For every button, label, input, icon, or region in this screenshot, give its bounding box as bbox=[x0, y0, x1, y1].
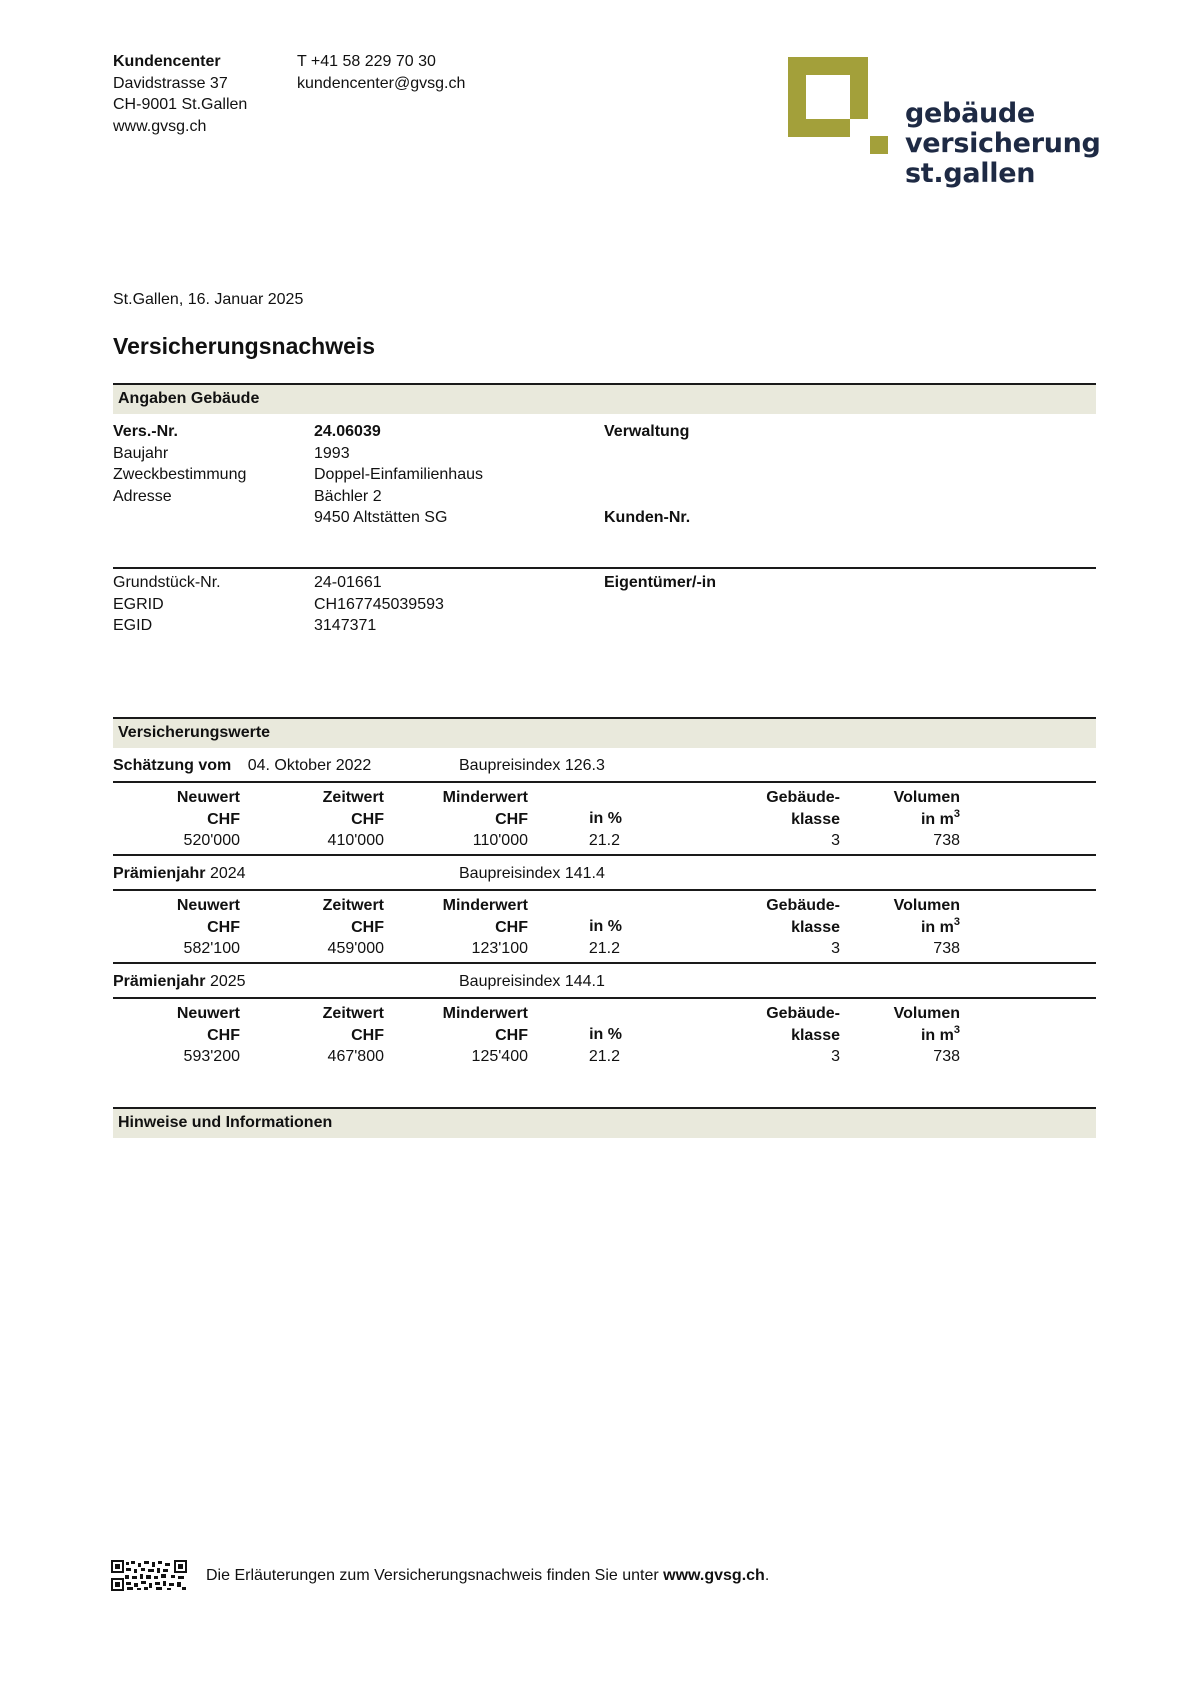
baupreisindex: Baupreisindex 126.3 bbox=[459, 757, 605, 774]
block-label bbox=[113, 755, 371, 777]
divider bbox=[113, 854, 1096, 856]
phone[interactable]: T +41 58 229 70 30 bbox=[297, 53, 436, 70]
eigentuemer-label: Eigentümer/-in bbox=[604, 574, 717, 591]
col-klasse: Gebäude- klasse bbox=[766, 1005, 840, 1044]
logo-line-2: versicherung bbox=[905, 128, 1101, 159]
divider bbox=[113, 889, 1096, 891]
email[interactable]: kundencenter@gvsg.ch bbox=[297, 74, 466, 92]
minderwert-value: 123'100 bbox=[471, 940, 528, 957]
block-label bbox=[113, 863, 246, 885]
col-klasse: Gebäude- klasse bbox=[766, 789, 840, 828]
klasse-value: 3 bbox=[831, 832, 840, 849]
zweck-label: Zweckbestimmung bbox=[113, 466, 247, 483]
baupreisindex: Baupreisindex 144.1 bbox=[459, 973, 605, 990]
col-volumen: Volumen in $m^3$ bbox=[893, 789, 960, 828]
pct-value: 21.2 bbox=[588, 832, 620, 849]
section-building bbox=[113, 383, 1096, 414]
klasse-value: 3 bbox=[831, 1048, 840, 1065]
center-title: Kundencenter bbox=[113, 53, 221, 70]
block-label-main: Schätzung vom bbox=[113, 757, 232, 774]
verwaltung-label: Verwaltung bbox=[604, 423, 690, 440]
baujahr: 1993 bbox=[314, 444, 350, 462]
minderwert-value: 110'000 bbox=[472, 832, 528, 849]
logo-text bbox=[905, 99, 1101, 189]
col-minderwert: Minderwert CHF bbox=[442, 789, 528, 828]
block-label-suffix: 2024 bbox=[209, 865, 246, 882]
block-label-suffix: 2025 bbox=[209, 973, 246, 990]
col-minderwert: Minderwert CHF bbox=[442, 897, 528, 936]
block-label-suffix: 04. Oktober 2022 bbox=[247, 757, 372, 774]
block-label-main: Prämienjahr bbox=[113, 865, 206, 882]
volumen-value: 738 bbox=[933, 1048, 960, 1065]
section-values bbox=[113, 717, 1096, 748]
egid-label: EGID bbox=[113, 617, 153, 634]
divider bbox=[113, 962, 1096, 964]
volumen-value: 738 bbox=[933, 940, 960, 957]
building-values bbox=[314, 421, 483, 529]
col-neuwert: Neuwert CHF bbox=[176, 897, 240, 936]
block-label-main: Prämienjahr bbox=[113, 973, 206, 990]
col-zeitwert: Zeitwert CHF bbox=[322, 897, 384, 936]
neuwert-value: 582'100 bbox=[183, 940, 240, 957]
logo-line-3: st.gallen bbox=[905, 158, 1036, 189]
page-title: Versicherungsnachweis bbox=[113, 333, 376, 359]
contact-block bbox=[297, 51, 465, 94]
col-neuwert: Neuwert CHF bbox=[176, 789, 240, 828]
divider bbox=[113, 997, 1096, 999]
pct-value: 21.2 bbox=[588, 1048, 620, 1065]
zweck: Doppel-Einfamilienhaus bbox=[314, 466, 483, 483]
center-street: Davidstrasse 37 bbox=[113, 74, 228, 92]
date-line: St.Gallen, 16. Januar 2025 bbox=[113, 291, 304, 308]
egrid: CH167745039593 bbox=[314, 595, 444, 613]
parcel-labels bbox=[113, 572, 221, 637]
zeitwert-value: 410'000 bbox=[327, 832, 384, 849]
section-notes bbox=[113, 1107, 1096, 1138]
baujahr-label: Baujahr bbox=[113, 444, 169, 462]
baupreisindex: Baupreisindex 141.4 bbox=[459, 865, 605, 882]
col-pct: in % bbox=[589, 810, 622, 827]
col-pct: in % bbox=[589, 918, 622, 935]
address-block bbox=[113, 51, 247, 137]
neuwert-value: 520'000 bbox=[183, 832, 240, 849]
adresse-label: Adresse bbox=[113, 487, 172, 505]
col-klasse: Gebäude- klasse bbox=[766, 897, 840, 936]
col-pct: in % bbox=[589, 1026, 622, 1043]
logo bbox=[788, 57, 1101, 197]
divider bbox=[113, 567, 1096, 569]
footer-text: Die Erläuterungen zum Versicherungsnachweis finden Sie unter bbox=[206, 1567, 659, 1584]
pct-value: 21.2 bbox=[588, 940, 620, 957]
footer-link[interactable]: www.gvsg.ch bbox=[663, 1567, 765, 1584]
logo-square-inner bbox=[806, 75, 850, 119]
block-label bbox=[113, 971, 246, 993]
logo-line-1: gebäude bbox=[905, 98, 1035, 129]
adresse-2: 9450 Altstätten SG bbox=[314, 509, 448, 526]
center-web[interactable]: www.gvsg.ch bbox=[113, 117, 207, 135]
footer-note bbox=[206, 1565, 769, 1587]
footer-end: . bbox=[764, 1567, 770, 1584]
logo-dot-icon bbox=[870, 136, 888, 154]
kunden-nr-label: Kunden-Nr. bbox=[604, 509, 691, 526]
neuwert-value: 593'200 bbox=[183, 1048, 240, 1065]
section-values-title: Versicherungswerte bbox=[118, 724, 271, 741]
adresse-1: Bächler 2 bbox=[314, 487, 382, 505]
col-zeitwert: Zeitwert CHF bbox=[322, 789, 384, 828]
parcel-values bbox=[314, 572, 444, 637]
col-volumen: Volumen in $m^3$ bbox=[893, 897, 960, 936]
egrid-label: EGRID bbox=[113, 595, 164, 613]
egid: 3147371 bbox=[314, 617, 377, 634]
col-volumen: Volumen in $m^3$ bbox=[893, 1005, 960, 1044]
grundstueck: 24-01661 bbox=[314, 574, 382, 591]
building-labels bbox=[113, 421, 246, 507]
divider bbox=[113, 781, 1096, 783]
center-city: CH-9001 St.Gallen bbox=[113, 96, 248, 113]
col-minderwert: Minderwert CHF bbox=[442, 1005, 528, 1044]
col-neuwert: Neuwert CHF bbox=[176, 1005, 240, 1044]
vers-nr-label: Vers.-Nr. bbox=[113, 423, 178, 440]
zeitwert-value: 467'800 bbox=[327, 1048, 384, 1065]
klasse-value: 3 bbox=[831, 940, 840, 957]
minderwert-value: 125'400 bbox=[471, 1048, 528, 1065]
zeitwert-value: 459'000 bbox=[327, 940, 384, 957]
col-zeitwert: Zeitwert CHF bbox=[322, 1005, 384, 1044]
grundstueck-label: Grundstück-Nr. bbox=[113, 574, 221, 591]
section-building-title: Angaben Gebäude bbox=[118, 390, 260, 407]
volumen-value: 738 bbox=[933, 832, 960, 849]
vers-nr: 24.06039 bbox=[314, 423, 381, 440]
section-notes-title: Hinweise und Informationen bbox=[118, 1114, 333, 1131]
qr-code-icon bbox=[111, 1560, 187, 1591]
